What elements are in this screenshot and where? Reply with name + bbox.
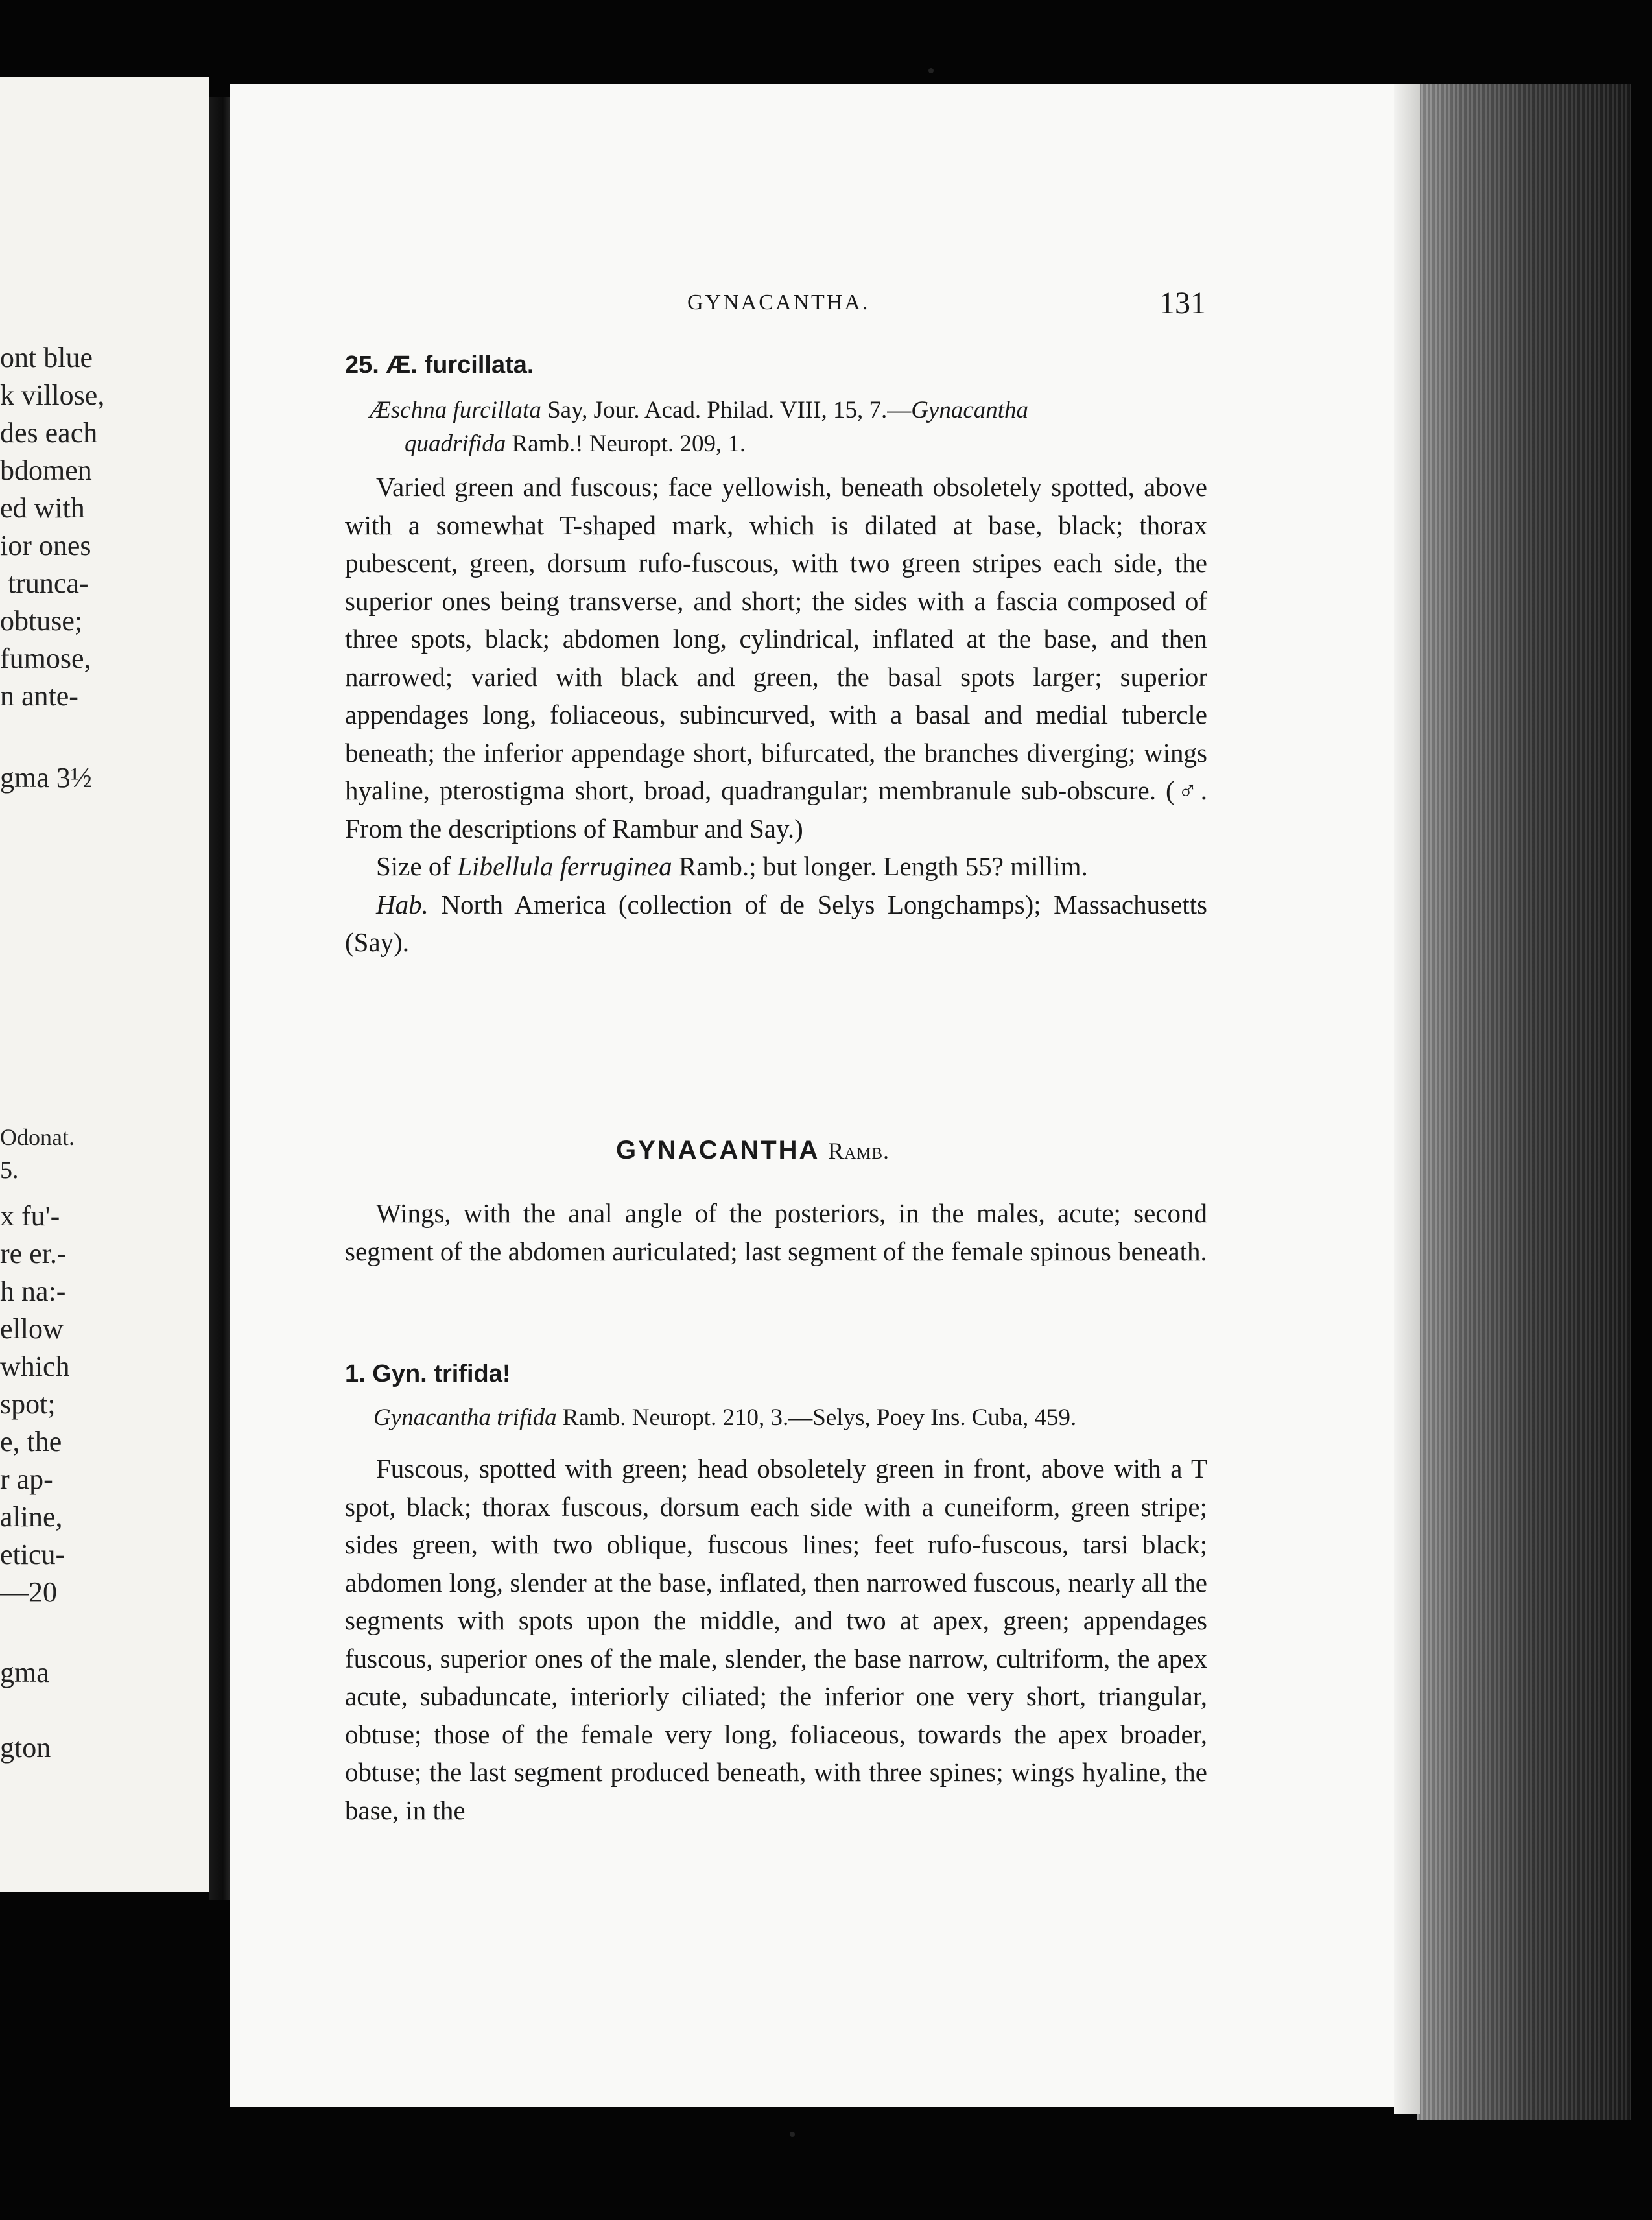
synonymy — [405, 425, 1209, 463]
facing-fragment: k villose, — [0, 379, 105, 411]
entry-number: 1. — [345, 1360, 366, 1388]
facing-fragment: e, the — [0, 1426, 62, 1458]
facing-fragment: ont blue — [0, 342, 93, 373]
species-name: Gyn. trifida! — [372, 1360, 511, 1388]
synonym-name: Æschna furcillata — [370, 397, 541, 423]
facing-fragment: spot; — [0, 1388, 56, 1420]
entry-number: 25. — [345, 351, 379, 379]
habitat-paragraph: Hab. North America (collection of de Selys Longchamps); Massachusetts (Say). — [345, 889, 1207, 957]
facing-fragment: ellow — [0, 1313, 64, 1345]
synonymy — [370, 392, 1212, 429]
facing-fragment: gton — [0, 1732, 51, 1764]
facing-fragment: x fu'- — [0, 1200, 60, 1232]
facing-fragment: r ap- — [0, 1463, 53, 1495]
ink-speck — [928, 68, 934, 73]
species-description — [345, 468, 1207, 962]
entry-heading — [345, 1360, 511, 1388]
facing-fragment: trunca- — [8, 567, 89, 599]
facing-fragment: fumose, — [0, 643, 91, 674]
facing-fragment: gma 3½ — [0, 762, 92, 794]
page-edges — [1417, 84, 1631, 2120]
synonym-reference: Ramb.! Neuropt. 209, 1. — [506, 431, 746, 457]
synonymy — [373, 1399, 1210, 1437]
running-head: GYNACANTHA. — [687, 290, 870, 314]
facing-fragment: des each — [0, 417, 98, 449]
reference-species: Libellula ferruginea — [457, 851, 672, 881]
genus-heading — [616, 1136, 890, 1165]
facing-fragment: eticu- — [0, 1539, 65, 1570]
facing-fragment: bdomen — [0, 455, 92, 486]
genus-name: GYNACANTHA — [616, 1136, 819, 1164]
facing-page — [0, 77, 209, 1892]
page-number: 131 — [1159, 286, 1206, 320]
facing-fragment: n ante- — [0, 680, 78, 712]
facing-fragment: —20 — [0, 1576, 57, 1608]
ink-speck — [790, 2132, 795, 2137]
facing-fragment: aline, — [0, 1501, 63, 1533]
page-edge-strip — [1394, 84, 1420, 2114]
facing-fragment: gma — [0, 1657, 49, 1688]
facing-fragment: obtuse; — [0, 605, 83, 637]
facing-fragment: 5. — [0, 1157, 19, 1184]
entry-heading — [345, 351, 534, 379]
facing-fragment: re er.- — [0, 1238, 67, 1269]
habitat-label: Hab. — [376, 889, 429, 919]
synonym-name: quadrifida — [405, 431, 506, 457]
facing-fragment: ior ones — [0, 530, 91, 561]
synonym-name: Gynacantha — [911, 397, 1029, 423]
genus-author: Ramb. — [828, 1138, 890, 1164]
synonym-name: Gynacantha trifida — [373, 1404, 557, 1431]
synonym-reference: Say, Jour. Acad. Philad. VIII, 15, 7.— — [541, 397, 912, 423]
genus-description — [345, 1194, 1207, 1270]
species-description — [345, 1450, 1207, 1829]
description-paragraph: Fuscous, spotted with green; head obsoletely green in front, above with a T spot, black; thorax fuscous, dorsum each side with a cuneiform, green stripe; sides green, with two oblique, fuscous lines; feet rufo-fuscous, tarsi black; abdomen long, slender at the base, inflated, then narrowed fuscous, nearly all the segments with spots upon the middle, and two at apex, green; appendages fuscous, superior ones of the male, slender, the base narrow, cultriform, the apex acute, subaduncate, interiorly ciliated; the inferior one very short, triangular, obtuse; those of the female very long, foliaceous, towards the apex broader, obtuse; the last segment produced beneath, with three spines; wings hyaline, the base, in the — [345, 1454, 1207, 1825]
species-name: Æ. furcillata. — [386, 351, 534, 379]
synonym-reference: Ramb. Neuropt. 210, 3.—Selys, Poey Ins. Cuba, 459. — [556, 1404, 1077, 1431]
facing-fragment: Odonat. — [0, 1124, 75, 1150]
facing-fragment: ed with — [0, 492, 85, 524]
book-gutter — [209, 97, 232, 1900]
size-paragraph: Size of Libellula ferruginea Ramb.; but longer. Length 55? millim. — [376, 851, 1088, 881]
description-paragraph: Varied green and fuscous; face yellowish, beneath obsoletely spotted, above with a somewhat T-shaped mark, which is dilated at base, black; thorax pubescent, green, dorsum rufo-fuscous, with two green stripes each side, the superior ones being transverse, and short; the sides with a fascia composed of three spots, black; abdomen long, cylindrical, inflated at the base, and then narrowed; varied with black and green, the basal spots larger; superior appendages long, foliaceous, subincurved, with a basal and medial tubercle beneath; the inferior appendage short, bifurcated, the branches diverging; wings hyaline, pterostigma short, broad, quadrangular; membranule sub-obscure. (♂. From the descriptions of Rambur and Say.) — [345, 472, 1207, 844]
facing-fragment: h na:- — [0, 1275, 66, 1307]
facing-fragment: which — [0, 1351, 70, 1382]
description-paragraph: Wings, with the anal angle of the posteriors, in the males, acute; second segment of the abdomen auriculated; last segment of the female spinous beneath. — [345, 1198, 1207, 1266]
